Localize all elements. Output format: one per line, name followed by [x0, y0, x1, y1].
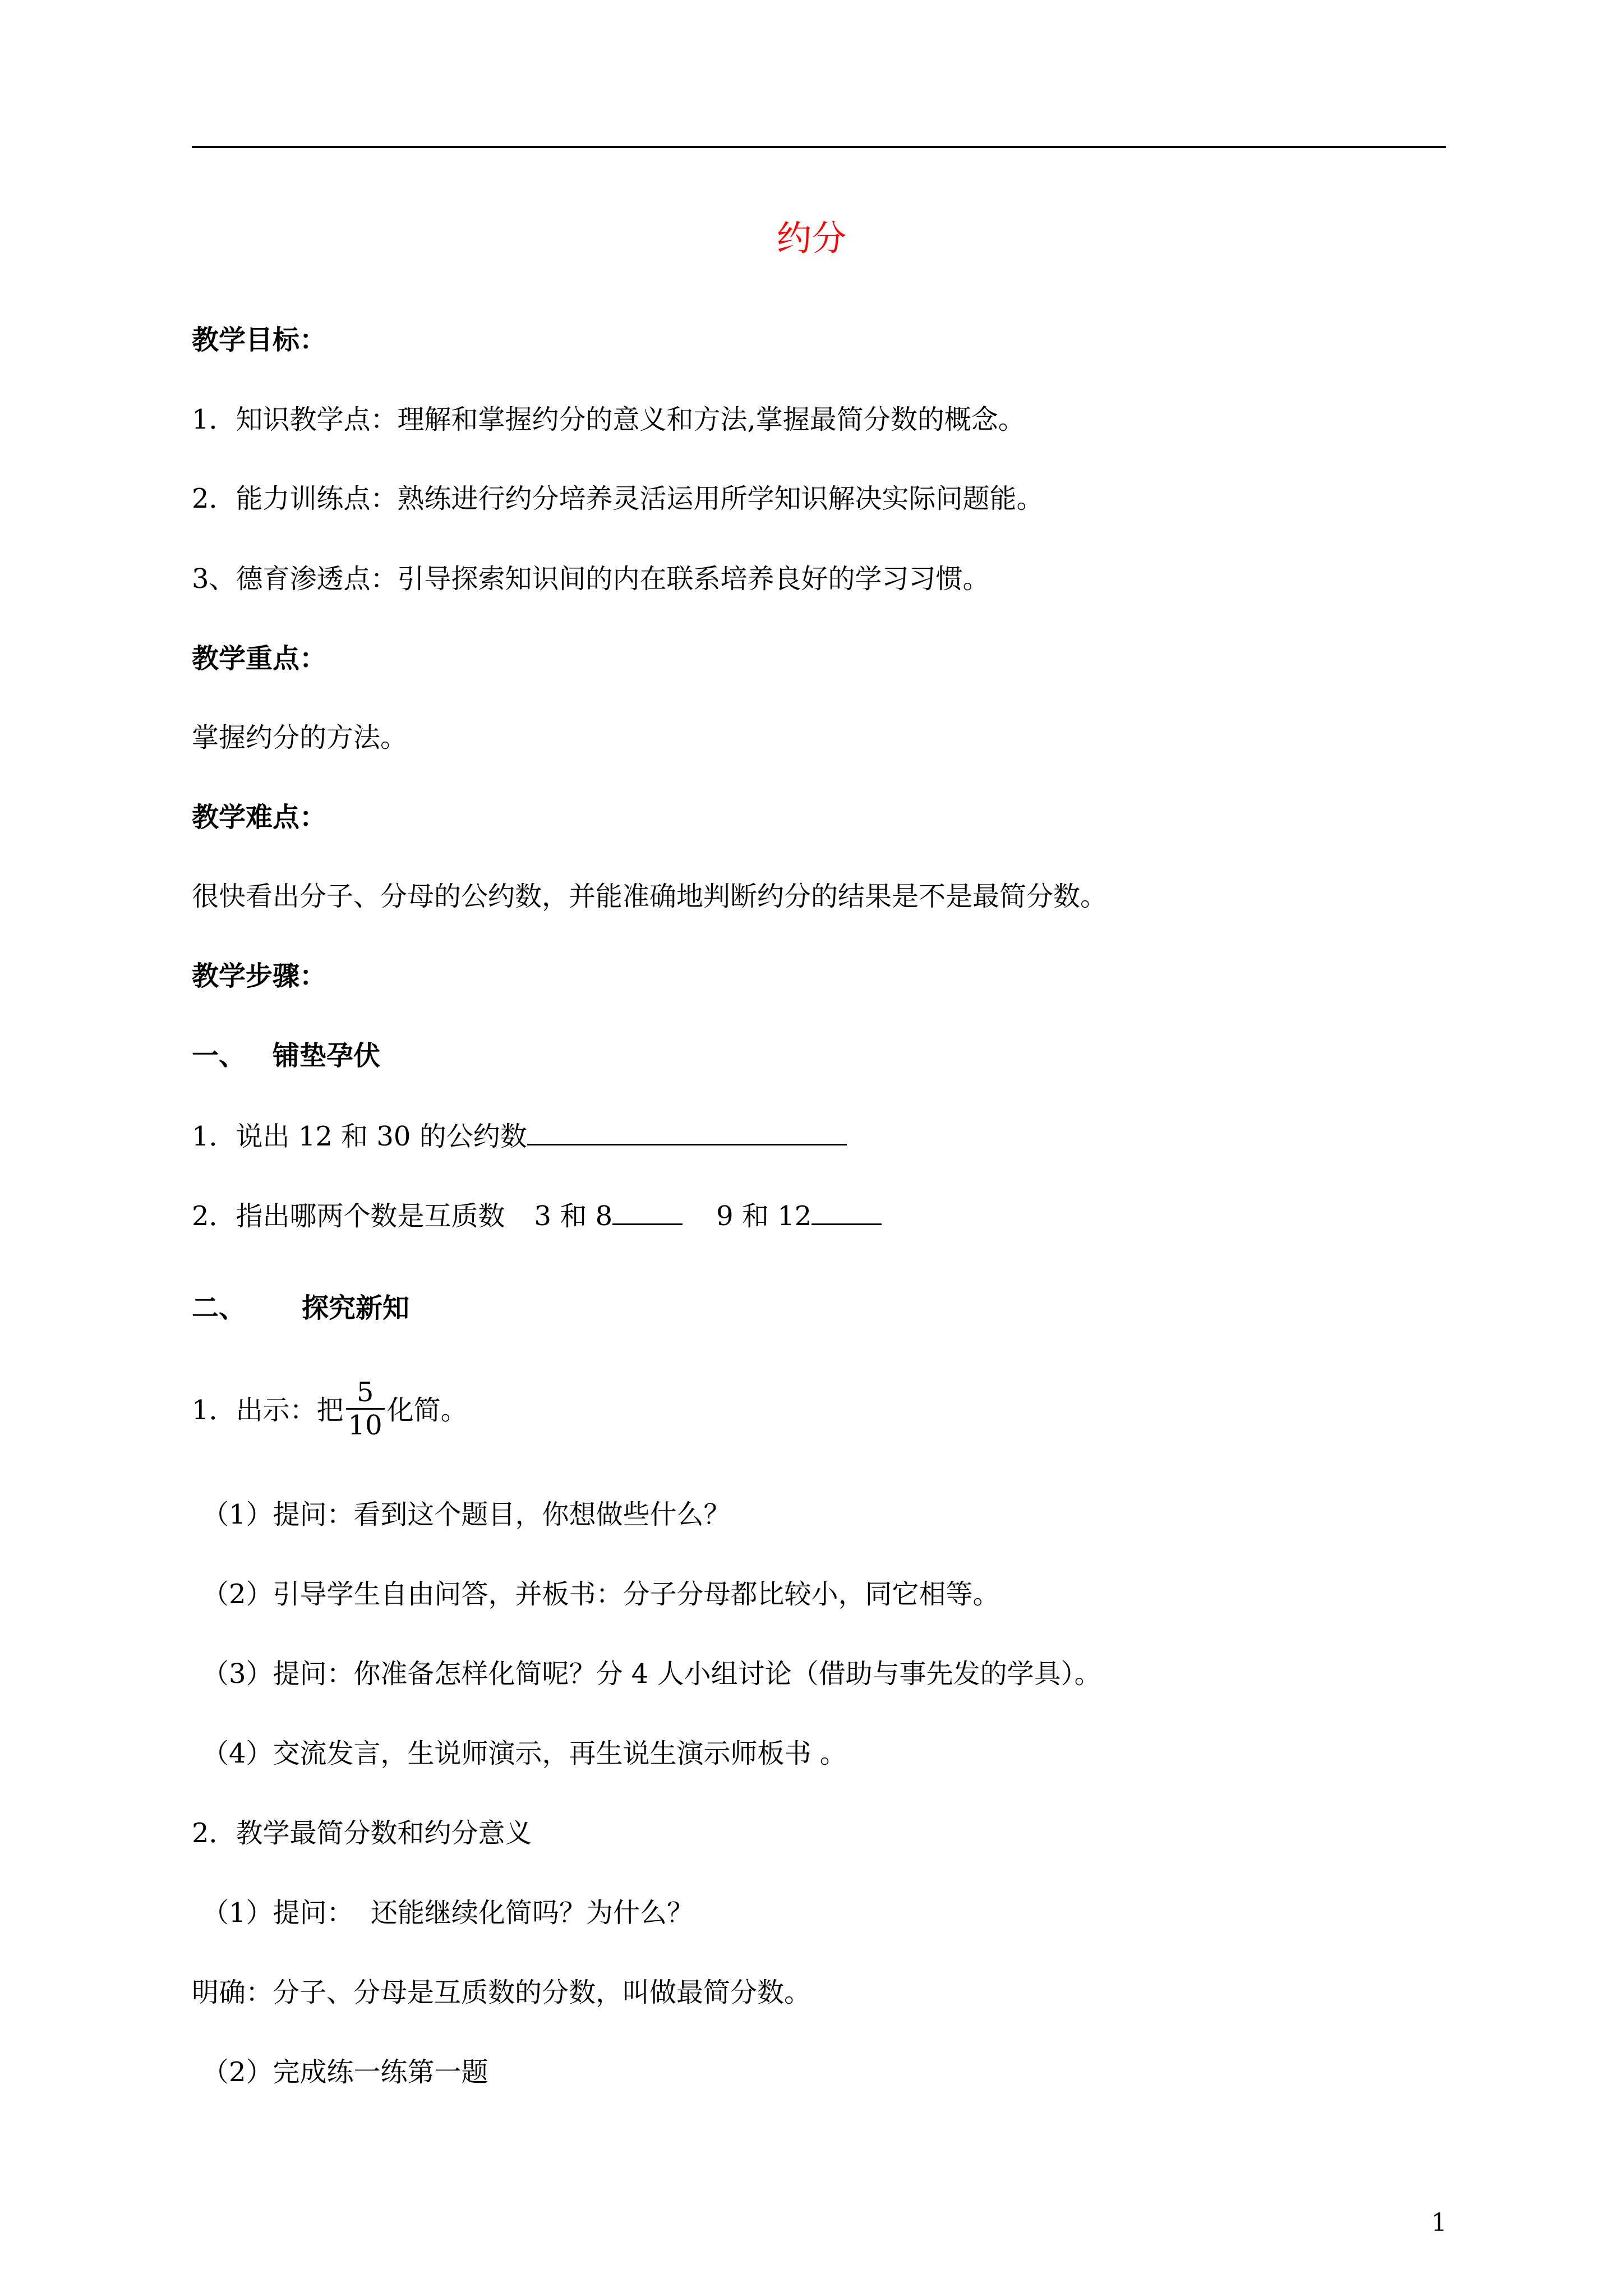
objective-item: 3、德育渗透点：引导探索知识间的内在联系培养良好的学习习惯。: [192, 563, 990, 595]
item-1-prefix: 1．出示：把: [192, 1395, 344, 1426]
difficulty-text: 很快看出分子、分母的公约数，并能准确地判断约分的结果是不是最简分数。: [192, 881, 1108, 912]
section2-item-2: 2．教学最简分数和约分意义: [192, 1818, 532, 1849]
difficulty-heading: 教学难点：: [192, 802, 327, 833]
question-2-text: 2．指出哪两个数是互质数: [192, 1200, 505, 1232]
fraction-denominator: 10: [348, 1410, 382, 1441]
question-2-pair-b: 9 和 12: [716, 1200, 812, 1232]
sub-item: （1）提问：看到这个题目，你想做些什么？: [202, 1499, 731, 1530]
question-2-pair-a: 3 和 8: [534, 1200, 613, 1232]
page-number: 1: [1431, 2208, 1447, 2237]
answer-blank: [527, 1117, 847, 1145]
sub-item: （1）提问： 还能继续化简吗？为什么？: [202, 1897, 694, 1929]
answer-blank: [612, 1197, 683, 1225]
section2-title: 探究新知: [302, 1292, 410, 1324]
clarification: 明确：分子、分母是互质数的分数，叫做最简分数。: [192, 1977, 811, 2008]
objectives-heading: 教学目标：: [192, 324, 327, 356]
question-1: [192, 1117, 847, 1154]
section2-number: 二、: [192, 1292, 246, 1324]
section1-number: 一、: [192, 1040, 246, 1071]
answer-blank: [811, 1197, 882, 1225]
section2-item-1: [192, 1377, 468, 1444]
key-point-heading: 教学重点：: [192, 643, 327, 674]
question-2: [192, 1197, 882, 1234]
document-title: 约分: [776, 218, 846, 259]
sub-item: （2）完成练一练第一题: [202, 2056, 488, 2088]
section1-heading: [192, 1038, 380, 1074]
header-rule: [192, 146, 1446, 148]
steps-heading: 教学步骤：: [192, 960, 327, 992]
objective-item: 1．知识教学点：理解和掌握约分的意义和方法,掌握最简分数的概念。: [192, 404, 1025, 435]
section1-title: 铺垫孕伏: [273, 1040, 381, 1071]
key-point-text: 掌握约分的方法。: [192, 722, 408, 753]
objective-item: 2．能力训练点：熟练进行约分培养灵活运用所学知识解决实际问题能。: [192, 483, 1044, 514]
fraction-numerator: 5: [346, 1377, 385, 1410]
section2-heading: [192, 1290, 409, 1326]
sub-item: （4）交流发言，生说师演示，再生说生演示师板书 。: [202, 1738, 847, 1769]
fraction: [346, 1377, 385, 1441]
question-1-text: 1．说出 12 和 30 的公约数: [192, 1121, 527, 1152]
sub-item: （2）引导学生自由问答，并板书：分子分母都比较小，同它相等。: [202, 1579, 1000, 1610]
item-1-suffix: 化简。: [386, 1395, 468, 1426]
sub-item: （3）提问：你准备怎样化简呢？分 4 人小组讨论（借助与事先发的学具）。: [202, 1658, 1101, 1690]
